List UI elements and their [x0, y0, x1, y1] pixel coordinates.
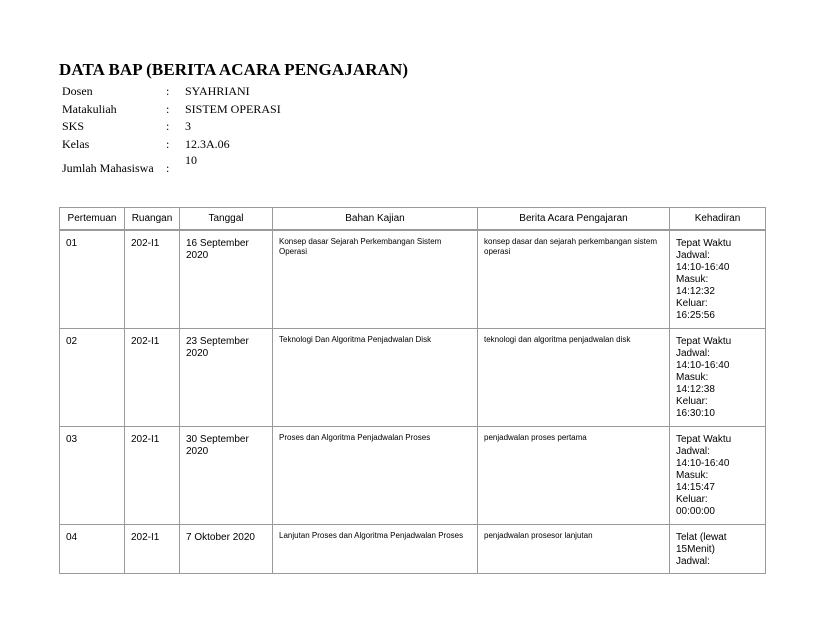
- header-tanggal: Tanggal: [180, 208, 273, 231]
- kehadiran-line: Tepat Waktu: [676, 238, 732, 249]
- cell-ruangan: 202-I1: [125, 525, 180, 574]
- cell-berita-acara: konsep dasar dan sejarah perkembangan sistem operasi: [478, 230, 670, 329]
- page-title: DATA BAP (BERITA ACARA PENGAJARAN): [59, 60, 409, 79]
- kehadiran-line: Jadwal:: [676, 556, 710, 567]
- cell-pertemuan: 01: [60, 230, 125, 329]
- kehadiran-line: Keluar:: [676, 396, 708, 407]
- header-bahan-kajian: Bahan Kajian: [273, 208, 478, 231]
- cell-tanggal: 7 Oktober 2020: [180, 525, 273, 574]
- info-value: 12.3A.06: [185, 136, 230, 151]
- kehadiran-line: Keluar:: [676, 494, 708, 505]
- bap-table: [59, 207, 766, 574]
- kehadiran-line: Masuk:: [676, 274, 709, 285]
- table-row: [60, 329, 766, 427]
- info-label: SKS: [62, 119, 85, 133]
- info-colon: :: [166, 136, 170, 151]
- cell-bahan-kajian: Teknologi Dan Algoritma Penjadwalan Disk: [273, 329, 478, 427]
- kehadiran-line: 16:25:56: [676, 310, 715, 321]
- info-colon: :: [166, 101, 170, 116]
- info-value: SISTEM OPERASI: [185, 101, 281, 116]
- cell-tanggal: 30 September 2020: [180, 427, 273, 525]
- info-label: Dosen: [62, 84, 93, 98]
- cell-ruangan: 202-I1: [125, 230, 180, 329]
- info-colon: :: [166, 161, 170, 175]
- kehadiran-line: Jadwal:: [676, 348, 710, 359]
- kehadiran-line: Jadwal:: [676, 446, 710, 457]
- info-value: 10: [185, 153, 197, 167]
- kehadiran-line: 14:10-16:40: [676, 360, 730, 371]
- kehadiran-line: 14:15:47: [676, 482, 715, 493]
- header-berita-acara: Berita Acara Pengajaran: [478, 208, 670, 231]
- table-row: [60, 230, 766, 329]
- cell-ruangan: 202-I1: [125, 329, 180, 427]
- kehadiran-line: Telat (lewat: [676, 532, 727, 543]
- kehadiran-line: 14:12:32: [676, 286, 715, 297]
- info-label: Jumlah Mahasiswa: [62, 161, 154, 175]
- header-pertemuan: Pertemuan: [60, 208, 125, 231]
- cell-tanggal: 16 September 2020: [180, 230, 273, 329]
- info-colon: :: [166, 84, 170, 98]
- info-colon: :: [166, 119, 170, 133]
- info-label: Kelas: [62, 136, 90, 151]
- cell-tanggal: 23 September 2020: [180, 329, 273, 427]
- kehadiran-line: Keluar:: [676, 298, 708, 309]
- cell-berita-acara: teknologi dan algoritma penjadwalan disk: [478, 329, 670, 427]
- table-row: [60, 427, 766, 525]
- table-row: [60, 525, 766, 574]
- cell-berita-acara: penjadwalan prosesor lanjutan: [478, 525, 670, 574]
- cell-bahan-kajian: Lanjutan Proses dan Algoritma Penjadwalan Proses: [273, 525, 478, 574]
- header-ruangan: Ruangan: [125, 208, 180, 231]
- kehadiran-line: Masuk:: [676, 470, 709, 481]
- table-header-row: [60, 208, 766, 231]
- cell-bahan-kajian: Konsep dasar Sejarah Perkembangan Sistem Operasi: [273, 230, 478, 329]
- cell-kehadiran: [670, 427, 766, 525]
- header-kehadiran: Kehadiran: [670, 208, 766, 231]
- kehadiran-line: Tepat Waktu: [676, 336, 732, 347]
- info-value: 3: [185, 119, 191, 133]
- cell-pertemuan: 02: [60, 329, 125, 427]
- kehadiran-line: Tepat Waktu: [676, 434, 732, 445]
- kehadiran-line: 15Menit): [676, 544, 715, 555]
- cell-berita-acara: penjadwalan proses pertama: [478, 427, 670, 525]
- kehadiran-line: 14:10-16:40: [676, 262, 730, 273]
- kehadiran-line: Masuk:: [676, 372, 709, 383]
- kehadiran-line: 14:12:38: [676, 384, 715, 395]
- info-label: Matakuliah: [62, 101, 117, 116]
- cell-pertemuan: 03: [60, 427, 125, 525]
- info-value: SYAHRIANI: [185, 84, 250, 98]
- cell-kehadiran: [670, 525, 766, 574]
- cell-pertemuan: 04: [60, 525, 125, 574]
- kehadiran-line: Jadwal:: [676, 250, 710, 261]
- cell-ruangan: 202-I1: [125, 427, 180, 525]
- kehadiran-line: 14:10-16:40: [676, 458, 730, 469]
- cell-kehadiran: [670, 230, 766, 329]
- kehadiran-line: 16:30:10: [676, 408, 715, 419]
- cell-bahan-kajian: Proses dan Algoritma Penjadwalan Proses: [273, 427, 478, 525]
- cell-kehadiran: [670, 329, 766, 427]
- kehadiran-line: 00:00:00: [676, 506, 715, 517]
